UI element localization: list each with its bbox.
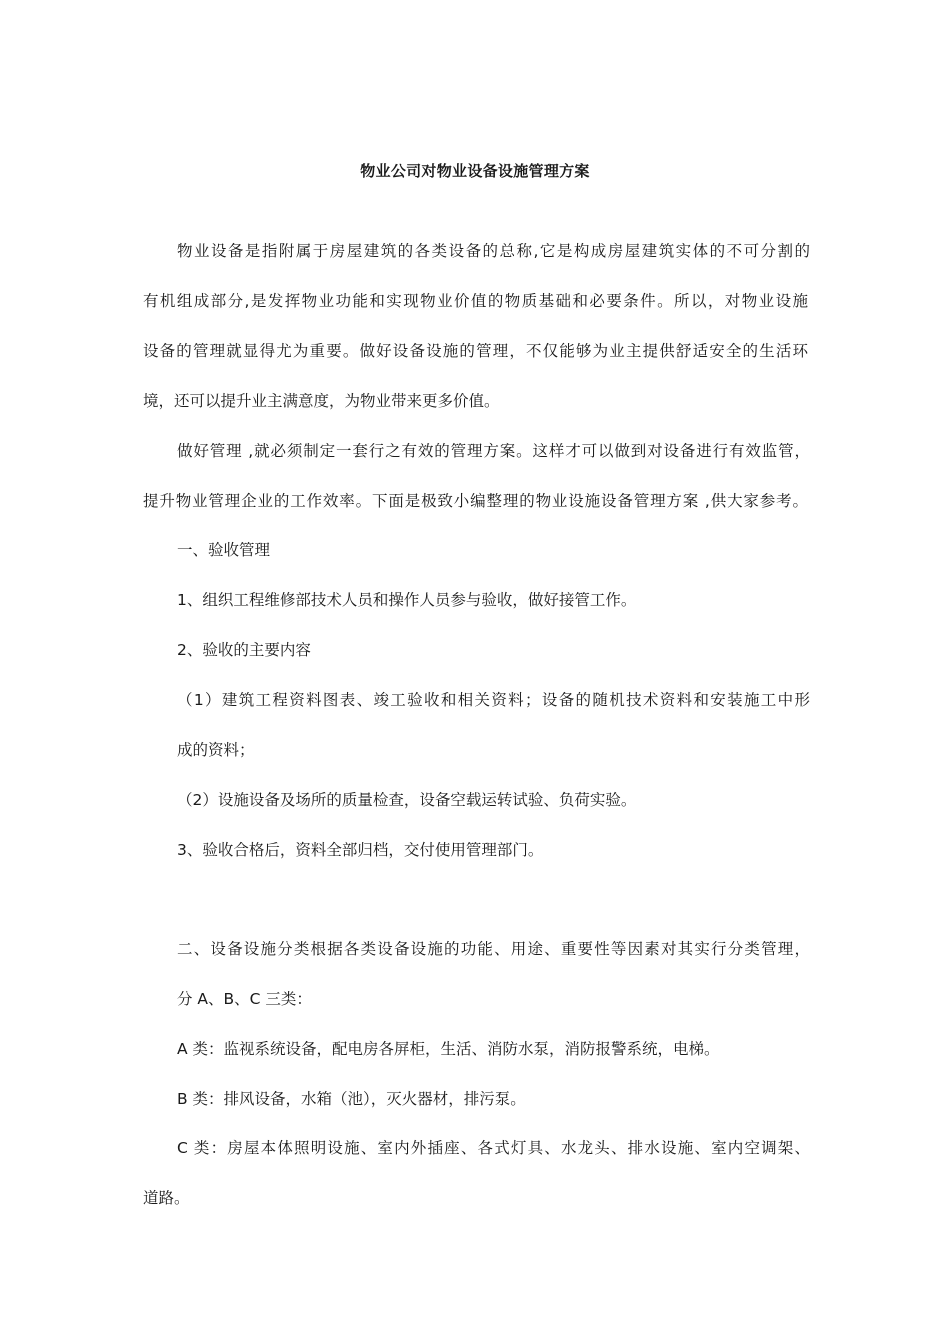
paragraph-line: 分 A、B、C 三类： xyxy=(177,990,312,1008)
list-item-continuation: 成的资料； xyxy=(177,741,255,759)
list-item-continuation: 道路。 xyxy=(143,1189,190,1207)
paragraph-line: 物业设备是指附属于房屋建筑的各类设备的总称,它是构成房屋建筑实体的不可分割的 xyxy=(177,242,810,260)
list-item: 2、验收的主要内容 xyxy=(177,641,311,659)
section-heading: 一、验收管理 xyxy=(177,541,271,559)
paragraph-line: 境，还可以提升业主满意度，为物业带来更多价值。 xyxy=(143,392,500,410)
list-item: C 类：房屋本体照明设施、室内外插座、各式灯具、水龙头、排水设施、室内空调架、 xyxy=(177,1139,810,1157)
paragraph-line: 做好管理 ,就必须制定一套行之有效的管理方案。这样才可以做到对设备进行有效监管， xyxy=(177,442,810,460)
list-item: B 类：排风设备，水箱（池），灭火器材，排污泵。 xyxy=(177,1090,526,1108)
list-item: 1、组织工程维修部技术人员和操作人员参与验收，做好接管工作。 xyxy=(177,591,637,609)
paragraph-line: 提升物业管理企业的工作效率。下面是极致小编整理的物业设施设备管理方案 ,供大家参考。 xyxy=(143,492,808,510)
paragraph-line: 有机组成部分,是发挥物业功能和实现物业价值的物质基础和必要条件。所以，对物业设施 xyxy=(143,292,808,310)
list-item: （2）设施设备及场所的质量检查，设备空载运转试验、负荷实验。 xyxy=(177,791,637,809)
list-item: A 类：监视系统设备，配电房各屏柜，生活、消防水泵，消防报警系统，电梯。 xyxy=(177,1040,720,1058)
list-item: 3、验收合格后，资料全部归档，交付使用管理部门。 xyxy=(177,841,544,859)
section-heading: 二、设备设施分类根据各类设备设施的功能、用途、重要性等因素对其实行分类管理， xyxy=(177,940,810,958)
list-item: （1）建筑工程资料图表、竣工验收和相关资料；设备的随机技术资料和安装施工中形 xyxy=(177,691,810,709)
document-title: 物业公司对物业设备设施管理方案 xyxy=(360,162,590,180)
paragraph-line: 设备的管理就显得尤为重要。做好设备设施的管理，不仅能够为业主提供舒适安全的生活环 xyxy=(143,342,808,360)
